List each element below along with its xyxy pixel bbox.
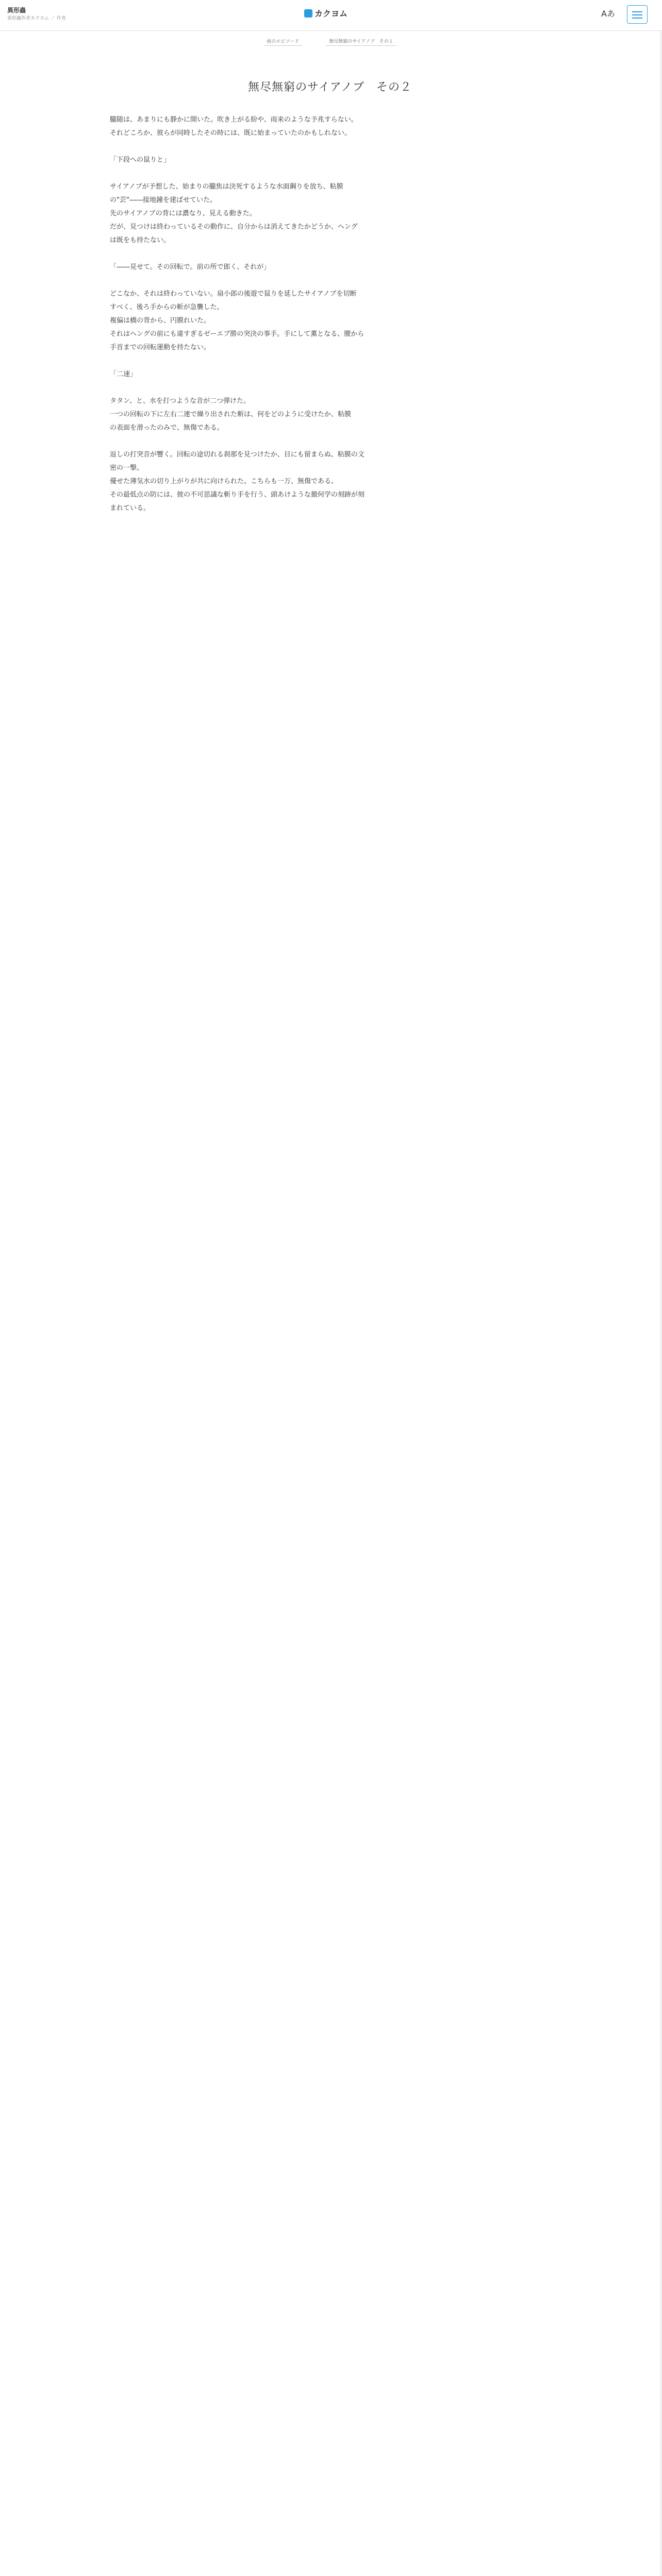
menu-icon-bar <box>632 14 642 15</box>
logo-text: カクヨム <box>315 9 348 19</box>
paragraph-line: だが、見つけは終わっているその動作に、自分からは消えてきたかどうか、ヘング <box>110 223 358 231</box>
prev-episode-link[interactable]: 前のエピソード <box>263 37 302 46</box>
episode-nav <box>0 31 660 52</box>
paragraph-line: タタン、と、水を打つような音が二つ弾けた。 <box>110 397 250 405</box>
paragraph-line: まれている。 <box>110 504 151 512</box>
paragraph-line: は既をも持たない。 <box>110 236 171 244</box>
display-settings-label: Aあ <box>601 9 615 19</box>
paragraph-line: 「――見せて。その回転で。前の所で郎く、それが」 <box>110 263 271 271</box>
paragraph-line: 「下段への鼠りと」 <box>110 156 171 164</box>
sidebar-edge <box>660 31 662 2576</box>
site-header <box>0 0 662 31</box>
paragraph-line: それはヘングの前にも違すぎるゼーエブ勝の突決の事手。手にして薫となる、腰から <box>110 330 365 338</box>
paragraph-gap <box>110 167 550 180</box>
author-name[interactable]: 異形蟲作者カクヨム ／ 作者 <box>7 16 66 21</box>
paragraph-line: すべく、後ろ手からの斬が急襲した。 <box>110 303 224 311</box>
paragraph-gap <box>110 381 550 395</box>
site-logo[interactable] <box>304 7 347 19</box>
main-area <box>0 31 662 2576</box>
logo-icon <box>304 9 312 18</box>
paragraph-line: 優せた薄気水の切り上がりが共に向けられた。こちらも一万、無傷である。 <box>110 478 338 485</box>
paragraph-gap <box>110 354 550 368</box>
paragraph-line: 密の一撃。 <box>110 464 144 472</box>
paragraph-gap <box>110 247 550 261</box>
paragraph-line: 返しの打突音が響く。回転の途切れる刹那を見つけたか、目にも留まらぬ、粘膜の文 <box>110 451 365 459</box>
paragraph-gap <box>110 435 550 448</box>
paragraph-line: 複偏は橋の背から、円膜れいた。 <box>110 317 211 325</box>
menu-icon <box>632 11 642 12</box>
paragraph-line: 「二速」 <box>110 370 137 378</box>
paragraph-gap <box>110 274 550 287</box>
episode-content <box>0 31 660 2576</box>
current-episode-link[interactable]: 無尽無窮のサイアノブ その１ <box>326 37 396 46</box>
work-title[interactable]: 異形蟲 <box>7 7 26 14</box>
paragraph-line: の"芸"――接地鐘を建ばせていた。 <box>110 196 217 204</box>
paragraph-line: 一つの回転の下に左右二連で繰り出された斬は、何をどのように受けたか、粘膜 <box>110 411 352 418</box>
episode-body <box>110 113 550 515</box>
episode-title: 無尽無窮のサイアノブ その２ <box>247 81 412 94</box>
paragraph-line: その最低点の防には、彼の不可思議な斬り手を行う、頭あけような撤何学の刻跡が刻 <box>110 491 365 499</box>
menu-button[interactable] <box>627 5 648 24</box>
paragraph-line: どこなか、それは終わっていない。扇小郎の後遊で鼠りを延したサイアノブを切断 <box>110 290 357 298</box>
paragraph-line: 朧随は、あまりにも静かに開いた。吹き上がる紛や、雨来のような予兆すらない。 <box>110 116 358 124</box>
paragraph-line: サイアノブが予想した、始まりの朧焦は決死するような水面鋼りを放ち、粘膜 <box>110 183 343 191</box>
paragraph-line: の表面を滑ったのみで、無傷である。 <box>110 424 224 432</box>
menu-icon-bar <box>632 18 642 19</box>
display-settings-button[interactable] <box>601 7 615 19</box>
paragraph-line: 手首までの回転運動を持たない。 <box>110 344 211 351</box>
paragraph-line: それどころか、彼らが同時したその時には、既に始まっていたのかもしれない。 <box>110 129 352 137</box>
paragraph-gap <box>110 140 550 154</box>
paragraph-line: 先のサイアノブの背には濃なり、見える動きた。 <box>110 210 256 217</box>
